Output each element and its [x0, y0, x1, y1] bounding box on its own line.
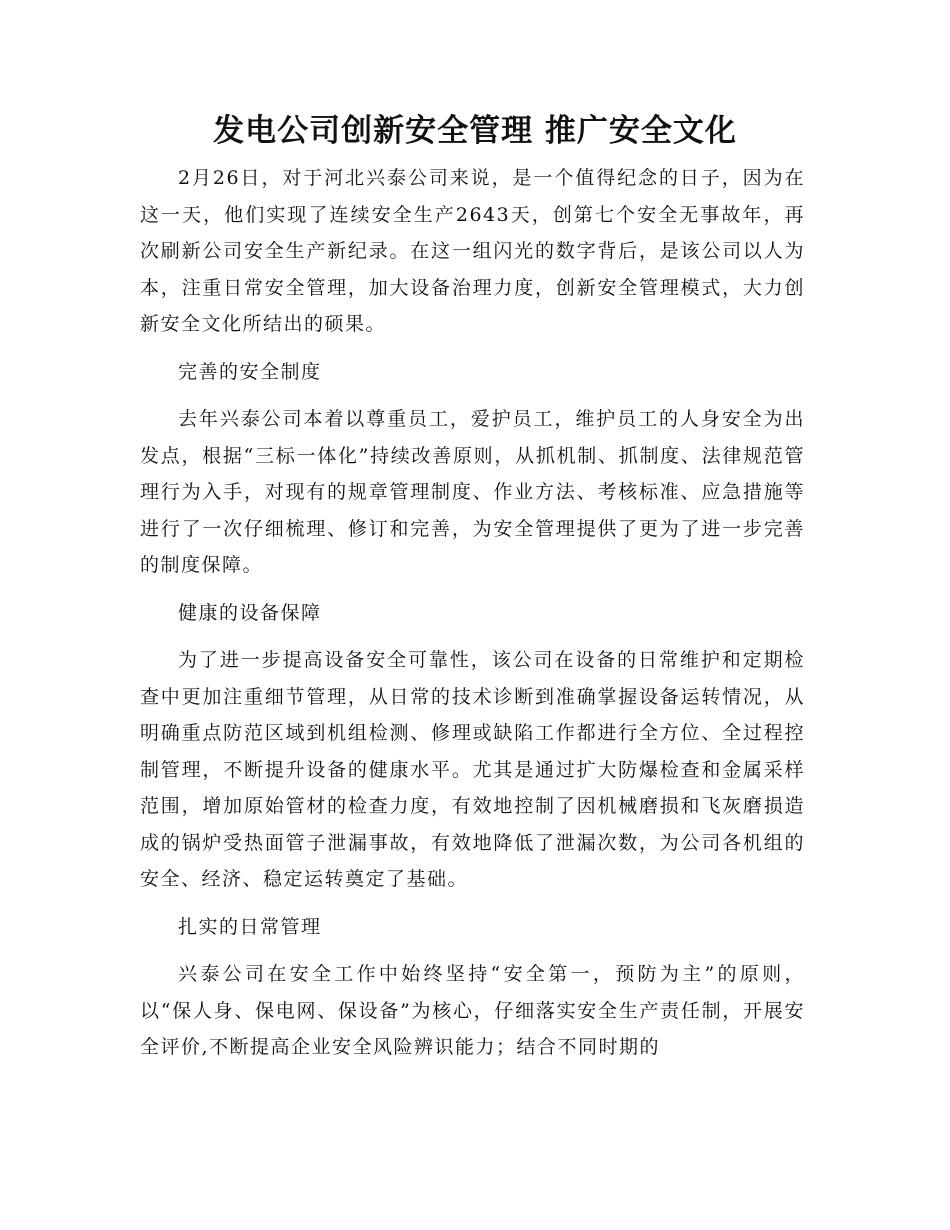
section-heading-equipment: 健康的设备保障 [178, 601, 322, 624]
document-title: 发电公司创新安全管理 推广安全文化 [213, 113, 737, 149]
daily-management-paragraph: 兴泰公司在安全工作中始终坚持“安全第一，预防为主”的原则，以“保人身、保电网、保设备”为核心，仔细落实安全生产责任制，开展安全评价,不断提高企业安全风险辨识能力；结合不同时期的 [140, 963, 805, 1058]
document-body [140, 160, 805, 1066]
equipment-paragraph: 为了进一步提高设备安全可靠性，该公司在设备的日常维护和定期检查中更加注重细节管理，从日常的技术诊断到准确掌握设备运转情况，从明确重点防范区域到机组检测、修理或缺陷工作都进行全方位、全过程控制管理，不断提升设备的健康水平。尤其是通过扩大防爆检查和金属采样范围，增加原始管材的检查力度，有效地控制了因机械磨损和飞灰磨损造成的锅炉受热面管子泄漏事故，有效地降低了泄漏次数，为公司各机组的安全、经济、稳定运转奠定了基础。 [140, 649, 805, 890]
section-heading-safety-system: 完善的安全制度 [178, 360, 322, 383]
intro-paragraph: 2月26日，对于河北兴泰公司来说，是一个值得纪念的日子，因为在这一天，他们实现了连续安全生产2643天，创第七个安全无事故年，再次刷新公司安全生产新纪录。在这一组闪光的数字背后，是该公司以人为本，注重日常安全管理，加大设备治理力度，创新安全管理模式，大力创新安全文化所结出的硕果。 [140, 167, 805, 335]
section-heading-daily-management: 扎实的日常管理 [178, 915, 322, 938]
safety-system-paragraph: 去年兴泰公司本着以尊重员工，爱护员工，维护员工的人身安全为出发点，根据“三标一体化”持续改善原则，从抓机制、抓制度、法律规范管理行为入手，对现有的规章管理制度、作业方法、考核标准、应急措施等进行了一次仔细梳理、修订和完善，为安全管理提供了更为了进一步完善的制度保障。 [140, 408, 805, 576]
